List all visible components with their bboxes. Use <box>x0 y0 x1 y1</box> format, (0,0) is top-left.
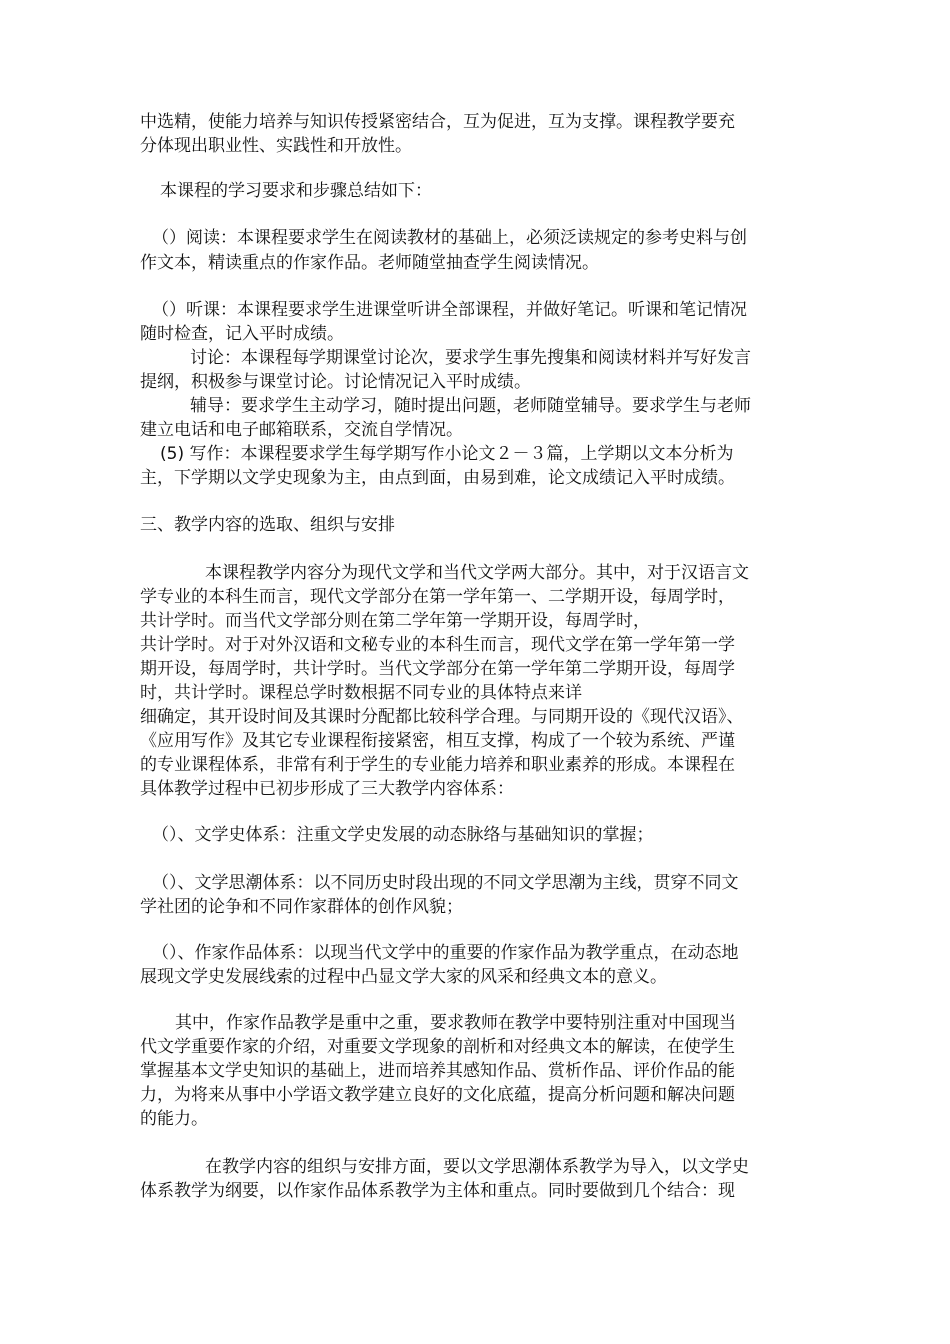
text-line: 期开设，每周学时，共计学时。当代文学部分在第一学年第二学期开设，每周学 <box>140 659 735 679</box>
text-line: 细确定，其开设时间及其课时分配都比较科学合理。与同期开设的《现代汉语》、 <box>140 707 744 727</box>
text-line: 本课程的学习要求和步骤总结如下： <box>160 181 432 201</box>
text-line: 讨论：本课程每学期课堂讨论次，要求学生事先搜集和阅读材料并写好发言 <box>190 348 751 368</box>
text-line: 分体现出职业性、实践性和开放性。 <box>140 136 412 156</box>
text-line: 掌握基本文学史知识的基础上，进而培养其感知作品、赏析作品、评价作品的能 <box>140 1061 735 1081</box>
text-line: (5) 写作：本课程要求学生每学期写作小论文２－３篇，上学期以文本分析为 <box>160 444 734 464</box>
text-line: （）、文学思潮体系：以不同历史时段出现的不同文学思潮为主线，贯穿不同文 <box>152 873 739 893</box>
text-line: 展现文学史发展线索的过程中凸显文学大家的风采和经典文本的意义。 <box>140 967 667 987</box>
text-line: 中选精，使能力培养与知识传授紧密结合，互为促进，互为支撑。课程教学要充 <box>140 112 735 132</box>
text-line: （）阅读：本课程要求学生在阅读教材的基础上，必须泛读规定的参考史料与创 <box>152 228 747 248</box>
text-line: （）、作家作品体系：以现当代文学中的重要的作家作品为教学重点，在动态地 <box>152 943 739 963</box>
text-line: 提纲，积极参与课堂讨论。讨论情况记入平时成绩。 <box>140 372 531 392</box>
text-line: 随时检查，记入平时成绩。 <box>140 324 344 344</box>
text-line: 体系教学为纲要，以作家作品体系教学为主体和重点。同时要做到几个结合：现 <box>140 1181 735 1201</box>
text-line: 力，为将来从事中小学语文教学建立良好的文化底蕴，提高分析问题和解决问题 <box>140 1085 735 1105</box>
text-line: 辅导：要求学生主动学习，随时提出问题，老师随堂辅导。要求学生与老师 <box>190 396 751 416</box>
text-line: 其中，作家作品教学是重中之重，要求教师在教学中要特别注重对中国现当 <box>175 1013 736 1033</box>
text-line: 学社团的论争和不同作家群体的创作风貌； <box>140 897 463 917</box>
text-line: 具体教学过程中已初步形成了三大教学内容体系： <box>140 779 514 799</box>
text-line: 时，共计学时。课程总学时数根据不同专业的具体特点来详 <box>140 683 582 703</box>
text-line: 本课程教学内容分为现代文学和当代文学两大部分。其中，对于汉语言文 <box>205 563 749 583</box>
text-line: 的专业课程体系，非常有利于学生的专业能力培养和职业素养的形成。本课程在 <box>140 755 735 775</box>
text-line: 建立电话和电子邮箱联系，交流自学情况。 <box>140 420 463 440</box>
text-line: 共计学时。对于对外汉语和文秘专业的本科生而言，现代文学在第一学年第一学 <box>140 635 735 655</box>
text-line: （）听课：本课程要求学生进课堂听讲全部课程，并做好笔记。听课和笔记情况 <box>152 300 747 320</box>
text-line: 作文本，精读重点的作家作品。老师随堂抽查学生阅读情况。 <box>140 253 599 273</box>
text-line: 代文学重要作家的介绍，对重要文学现象的剖析和对经典文本的解读，在使学生 <box>140 1037 735 1057</box>
text-line: 的能力。 <box>140 1109 208 1129</box>
text-line: 《应用写作》及其它专业课程衔接紧密，相互支撑，构成了一个较为系统、严谨 <box>140 731 735 751</box>
text-line: 在教学内容的组织与安排方面，要以文学思潮体系教学为导入，以文学史 <box>205 1157 749 1177</box>
text-line: 共计学时。而当代文学部分则在第二学年第一学期开设，每周学时， <box>140 611 650 631</box>
text-line: 学专业的本科生而言，现代文学部分在第一学年第一、二学期开设，每周学时， <box>140 587 735 607</box>
text-line: （）、文学史体系：注重文学史发展的动态脉络与基础知识的掌握； <box>152 825 654 845</box>
text-line: 主，下学期以文学史现象为主，由点到面，由易到难，论文成绩记入平时成绩。 <box>140 468 735 488</box>
section-heading: 三、教学内容的选取、组织与安排 <box>140 515 395 535</box>
